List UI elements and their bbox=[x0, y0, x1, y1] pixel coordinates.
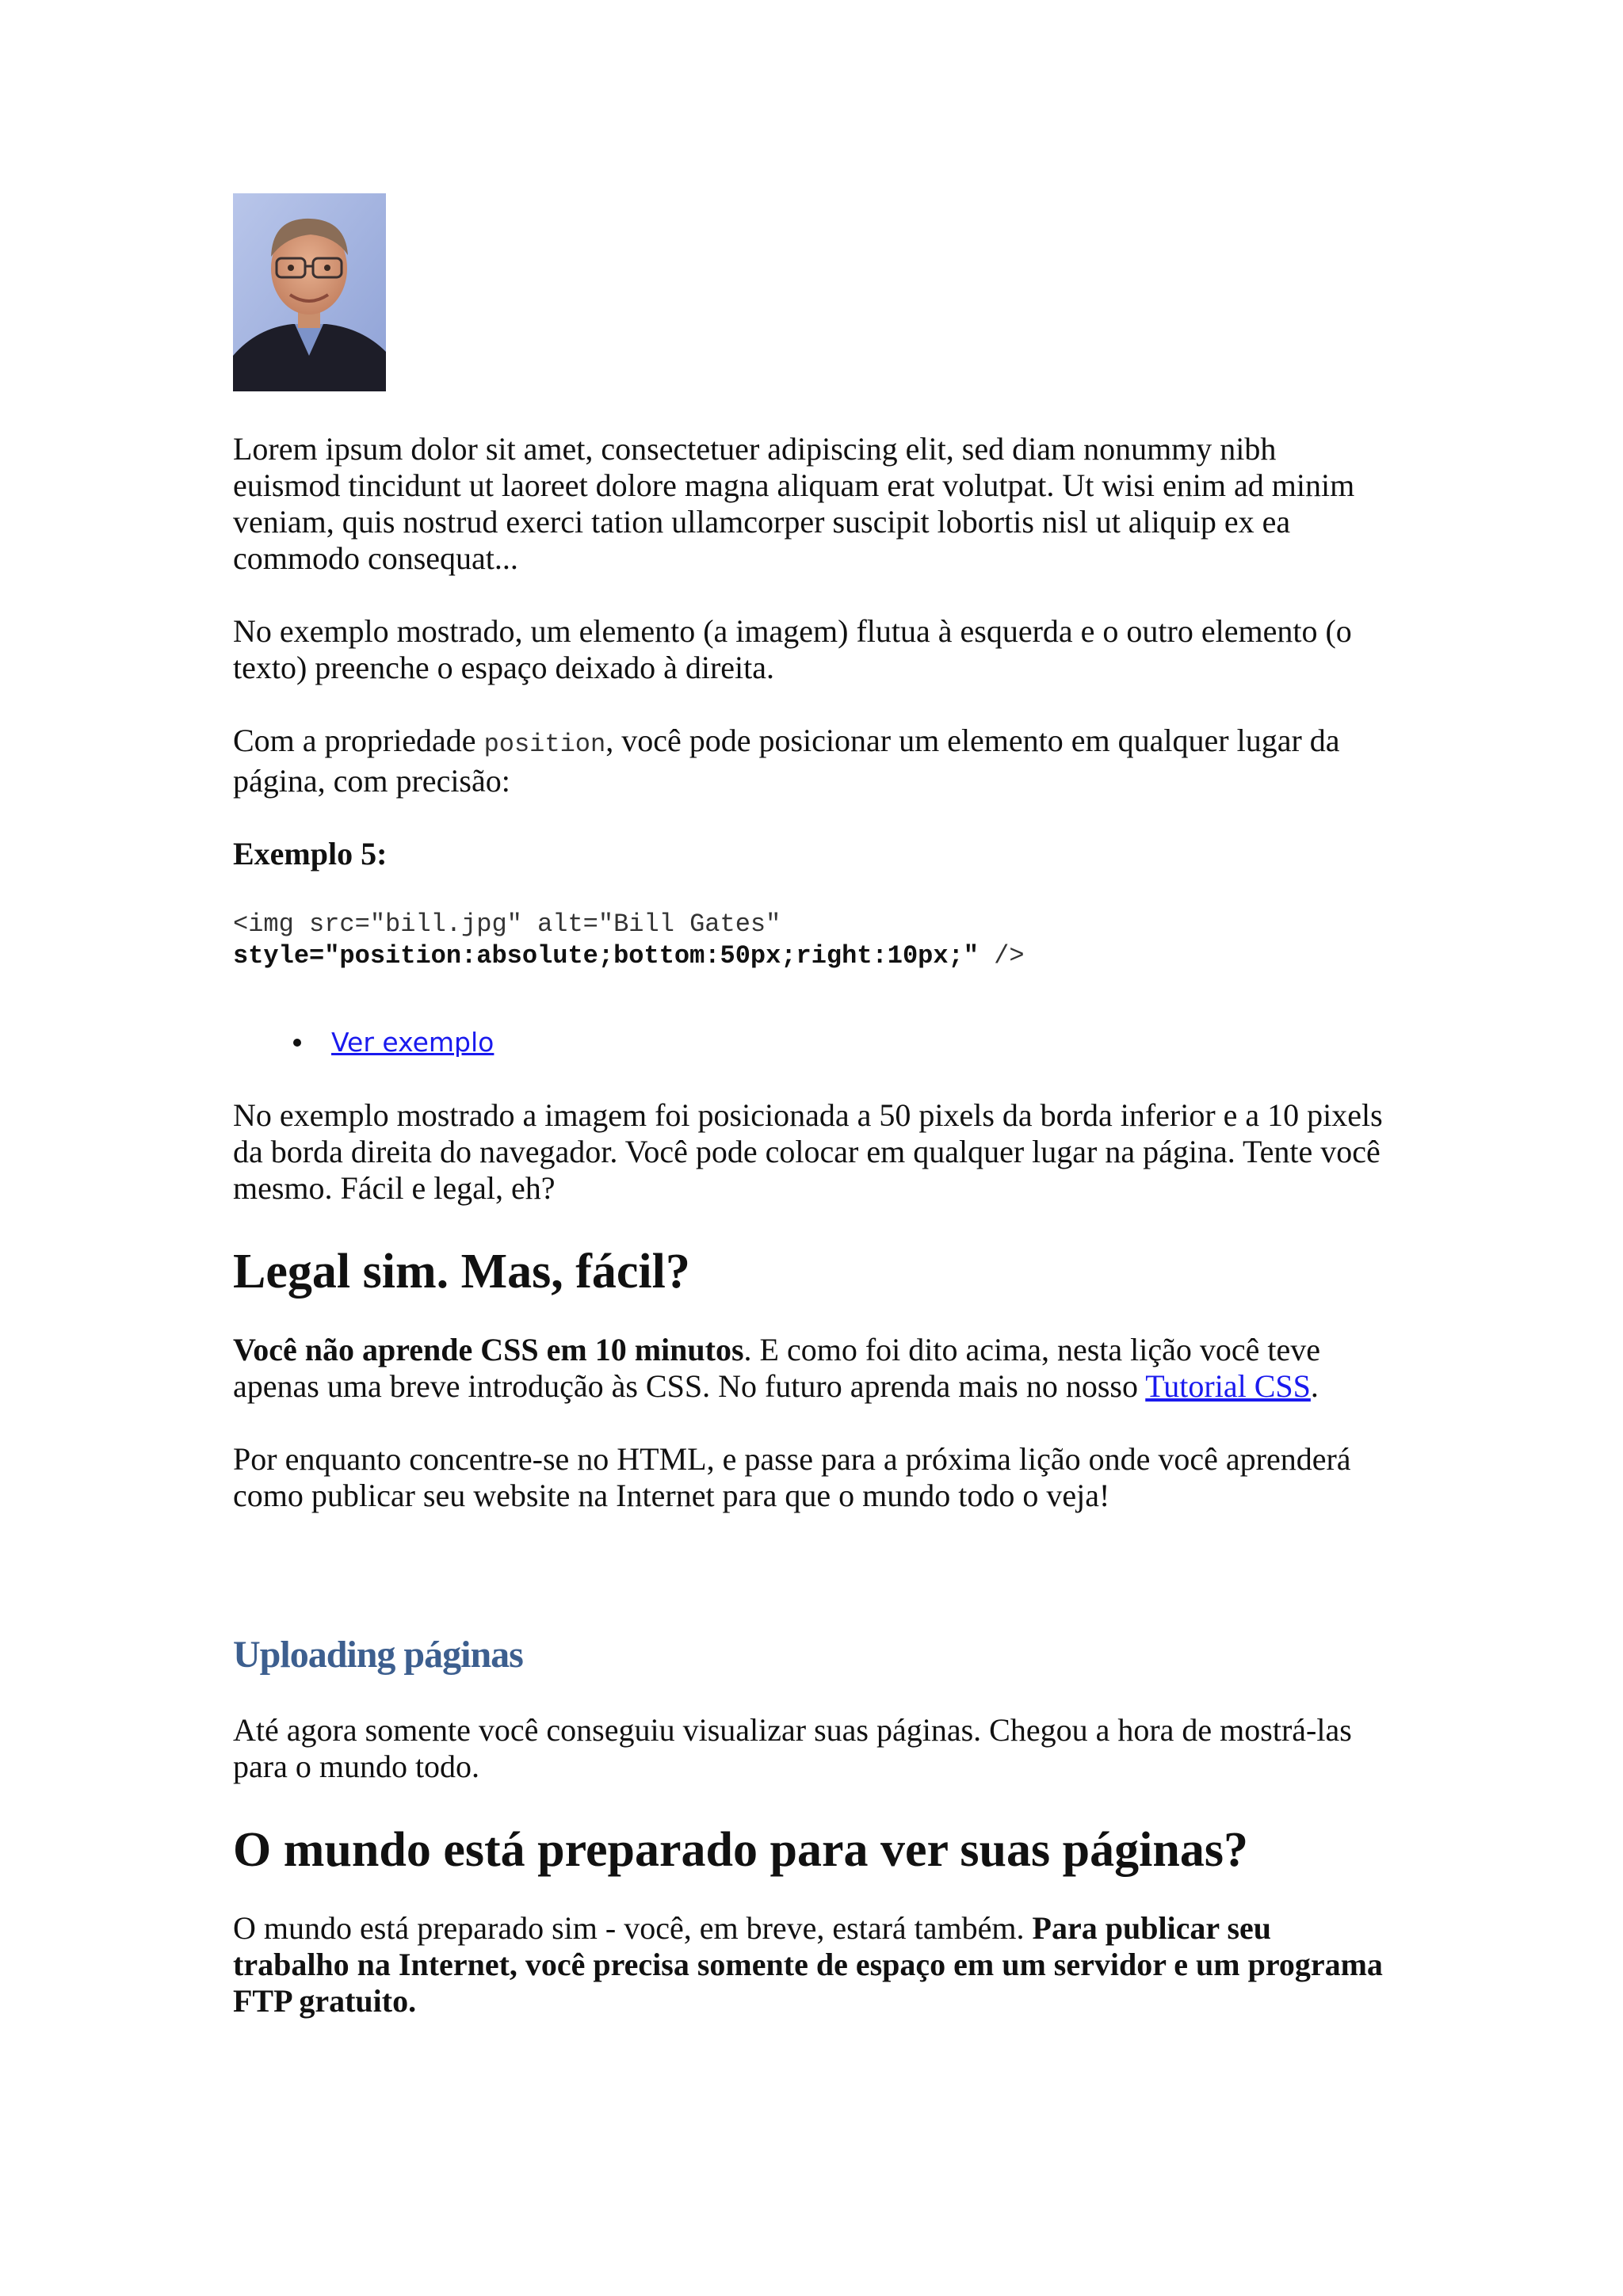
position-code: position bbox=[483, 730, 606, 759]
bullet-icon bbox=[293, 1039, 301, 1047]
css-intro-text: . E como foi dito acima, nesta lição você teve apenas uma breve introdução às CSS. No futuro aprenda mais no nosso bbox=[233, 1332, 1321, 1404]
code-line-2-end: /> bbox=[978, 941, 1025, 971]
css-intro-end: . bbox=[1310, 1368, 1319, 1404]
position-intro-paragraph bbox=[233, 723, 1390, 799]
position-intro-text: Com a propriedade bbox=[233, 723, 484, 758]
bill-gates-photo bbox=[233, 193, 386, 391]
example-result-paragraph: No exemplo mostrado a imagem foi posicionada a 50 pixels da borda inferior e a 10 pixels da borda direita do navegador. Você pode colocar em qualquer lugar na página. Tente você mesmo. Fácil e legal, eh? bbox=[233, 1097, 1383, 1206]
code-line-2 bbox=[233, 940, 1390, 972]
css-intro-paragraph bbox=[233, 1332, 1390, 1405]
list-item bbox=[233, 1024, 1390, 1061]
css-bold-text: Você não aprende CSS em 10 minutos bbox=[233, 1332, 744, 1367]
publish-bold-text: Para publicar seu trabalho na Internet, você precisa somente de espaço em um servidor e um programa FTP gratuito. bbox=[233, 1910, 1383, 2019]
lorem-paragraph: Lorem ipsum dolor sit amet, consectetuer adipiscing elit, sed diam nonummy nibh euismod tincidunt ut laoreet dolore magna aliquam erat volutpat. Ut wisi enim ad minim veniam, quis nostrud exerci tation ullamcorper suscipit lobortis nisl ut aliquip ex ea commodo consequat... bbox=[233, 431, 1355, 576]
float-explanation-paragraph: No exemplo mostrado, um elemento (a imagem) flutua à esquerda e o outro elemento (o texto) preenche o espaço deixado à direita. bbox=[233, 613, 1352, 685]
section-heading-world-ready: O mundo está preparado para ver suas páginas? bbox=[233, 1823, 1248, 1877]
code-line-1: <img src="bill.jpg" alt="Bill Gates" bbox=[233, 910, 781, 939]
example-code-block bbox=[233, 909, 1390, 972]
publish-paragraph bbox=[233, 1910, 1390, 2019]
section-heading-easy: Legal sim. Mas, fácil? bbox=[233, 1245, 690, 1299]
view-example-link[interactable]: Ver exemplo bbox=[331, 1027, 495, 1058]
example-link-list bbox=[233, 1024, 1390, 1061]
publish-text: O mundo está preparado sim - você, em breve, estará também. bbox=[233, 1910, 1033, 1946]
uploading-paragraph: Até agora somente você conseguiu visualizar suas páginas. Chegou a hora de mostrá-las para o mundo todo. bbox=[233, 1712, 1352, 1784]
section-heading-uploading: Uploading páginas bbox=[233, 1634, 523, 1676]
document-page bbox=[233, 193, 1390, 2056]
code-style-attribute: style="position:absolute;bottom:50px;right:10px;" bbox=[233, 941, 979, 971]
next-lesson-paragraph: Por enquanto concentre-se no HTML, e passe para a próxima lição onde você aprenderá como publicar seu website na Internet para que o mundo todo o veja! bbox=[233, 1441, 1351, 1513]
tutorial-css-link[interactable]: Tutorial CSS bbox=[1145, 1368, 1311, 1404]
example-title: Exemplo 5: bbox=[233, 836, 388, 871]
position-intro-rest: , você pode posicionar um elemento em qualquer lugar da página, com precisão: bbox=[233, 723, 1340, 799]
